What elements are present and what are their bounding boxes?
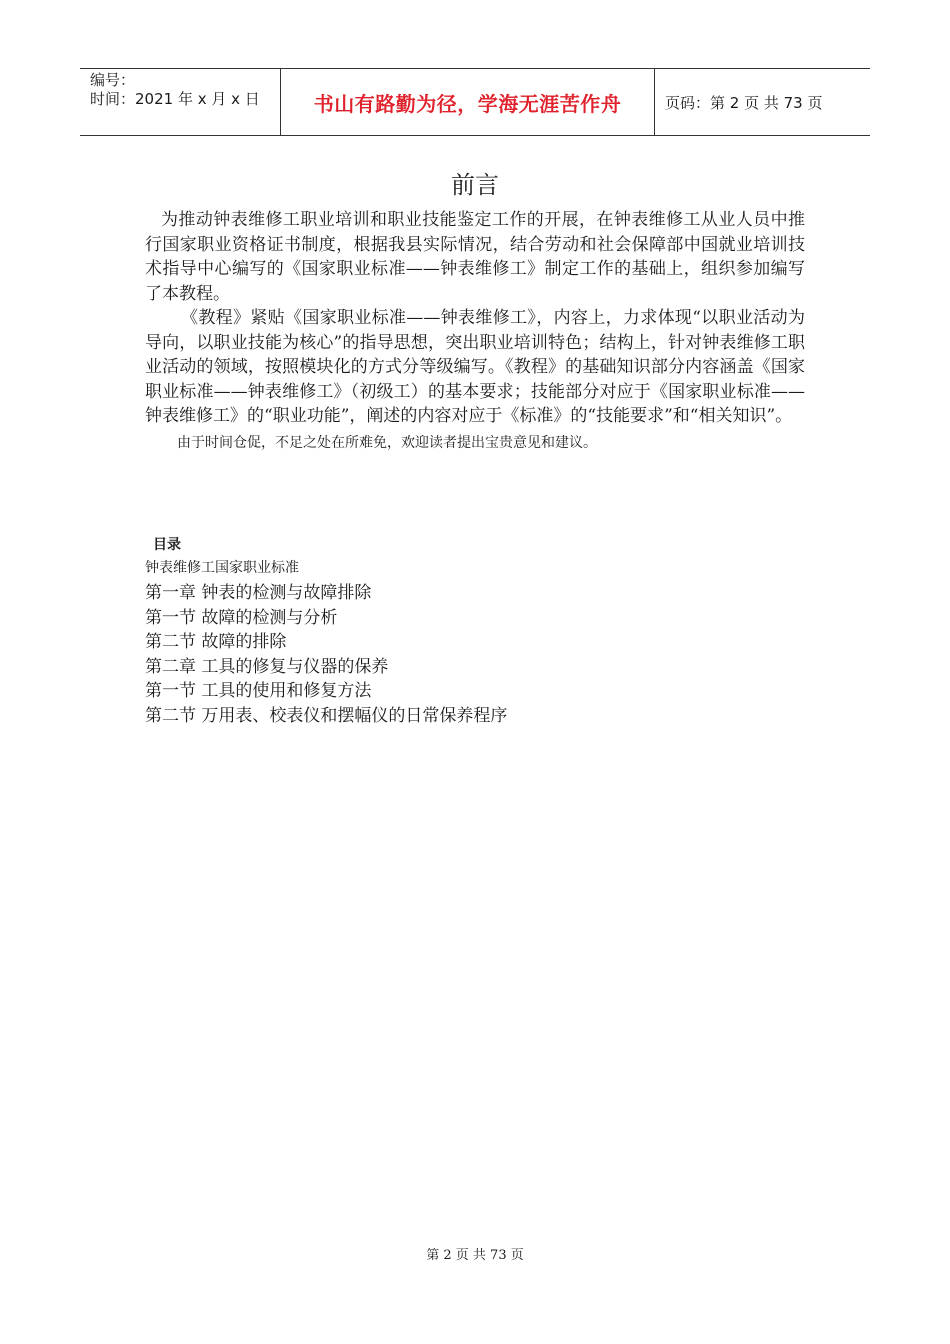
header-motto: 书山有路勤为径，学海无涯苦作舟 [281,69,655,135]
header-page-info: 页码：第 2 页 共 73 页 [665,93,823,112]
table-of-contents [145,533,785,728]
header-meta [80,69,281,135]
page-header [80,68,870,136]
toc-item[interactable]: 第一节 故障的检测与分析 [145,607,338,628]
toc-subtitle: 钟表维修工国家职业标准 [145,560,299,576]
preface-paragraph-1: 为推动钟表维修工职业培训和职业技能鉴定工作的开展，在钟表维修工从业人员中推行国家职业资格证书制度，根据我县实际情况，结合劳动和社会保障部中国就业培训技术指导中心编写的《国家职业标准——钟表维修工》制定工作的基础上，组织参加编写了本教程。 [145,210,805,304]
document-number-label: 编号： [90,71,136,89]
toc-item[interactable]: 第一节 工具的使用和修复方法 [145,681,372,701]
preface-title: 前言 [451,171,499,199]
page-footer: 第 2 页 共 73 页 [426,1248,524,1263]
toc-item[interactable]: 第二节 万用表、校表仪和摆幅仪的日常保养程序 [145,705,508,726]
preface-paragraph-2: 《教程》紧贴《国家职业标准——钟表维修工》，内容上，力求体现“以职业活动为导向，以职业技能为核心”的指导思想，突出职业培训特色；结构上，针对钟表维修工职业活动的领域，按照模块化的方式分等级编写。《教程》的基础知识部分内容涵盖《国家职业标准——钟表维修工》（初级工）的基本要求；技能部分对应于《国家职业标准——钟表维修工》的“职业功能”，阐述的内容对应于《标准》的“技能要求”和“相关知识”。 [145,308,805,426]
toc-item[interactable]: 第一章 钟表的检测与故障排除 [145,583,372,603]
toc-heading: 目录 [153,537,181,553]
toc-item[interactable]: 第二节 故障的排除 [145,632,287,652]
preface-body [145,208,805,454]
document-date: 时间：2021 年 x 月 x 日 [90,90,260,108]
preface-paragraph-3: 由于时间仓促，不足之处在所难免，欢迎读者提出宝贵意见和建议。 [177,434,597,451]
toc-item[interactable]: 第二章 工具的修复与仪器的保养 [145,656,389,677]
